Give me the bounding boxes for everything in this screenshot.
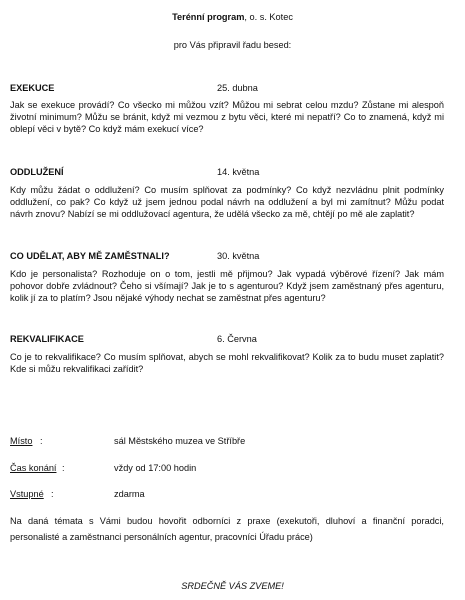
section-title-zamestnani: CO UDĚLAT, ABY MĚ ZAMĚSTNALI?	[10, 251, 170, 261]
program-heading	[0, 11, 465, 23]
section-text-rekvalifikace: Co je to rekvalifikace? Co musím splňovat, abych se mohl rekvalifikovat? Kolik za to budu muset zaplatit? Kde si můžu rekvalifikaci zařídit?	[10, 352, 444, 375]
section-date-rekvalifikace: 6. Června	[217, 334, 257, 344]
place-value: sál Městského muzea ve Stříbře	[114, 436, 246, 446]
section-title-rekvalifikace: REKVALIFIKACE	[10, 334, 84, 344]
section-text-oddluzeni: Kdy můžu žádat o oddlužení? Co musím splňovat za podmínky? Co když nezvládnu plnit podmínky oddlužení, co pak? Co když už jsem jednou podal návrh na oddlužení a byl mi zamítnut? Můžu podat návrh znovu? Nabízí se mi oddlužovací agentura, že udělá všecko za mě, chtějí po mě ale zaplatit?	[10, 185, 444, 220]
footer-invitation: SRDEČNĚ VÁS ZVEME!	[181, 581, 284, 591]
program-org: , o. s. Kotec	[244, 12, 293, 22]
section-title-oddluzeni: ODDLUŽENÍ	[10, 167, 64, 177]
time-colon: :	[62, 463, 65, 473]
time-label: Čas konání	[10, 463, 57, 473]
section-title-exekuce: EXEKUCE	[10, 83, 55, 93]
section-date-exekuce: 25. dubna	[217, 83, 258, 93]
program-name: Terénní program	[172, 12, 245, 22]
fee-label: Vstupné	[10, 489, 44, 499]
section-date-oddluzeni: 14. května	[217, 167, 260, 177]
place-colon: :	[40, 436, 43, 446]
fee-value: zdarma	[114, 489, 145, 499]
section-text-exekuce: Jak se exekuce provádí? Co všecko mi můžou vzít? Můžou mi sebrat celou mzdu? Zůstane mi alespoň životní minimum? Můžu se bránit, když mi vezmou z bytu věci, které mi nepatří? Co to znamená, když mi oblepí věci v bytě? Co když mám exekucí více?	[10, 100, 444, 135]
closing-text: Na daná témata s Vámi budou hovořit odborníci z praxe (exekutoři, dluhoví a finanční poradci, personalisté a zaměstnanci personálních agentur, pracovníci Úřadu práce)	[10, 516, 444, 543]
section-date-zamestnani: 30. května	[217, 251, 260, 261]
place-label: Místo	[10, 436, 33, 446]
program-subtitle: pro Vás připravil řadu besed:	[173, 40, 292, 50]
time-value: vždy od 17:00 hodin	[114, 463, 197, 473]
section-text-zamestnani: Kdo je personalista? Rozhoduje on o tom, jestli mě přijmou? Jak vypadá výběrové řízení? Jak mám pohovor dobře zvládnout? Čeho si všímají? Jak je to s agenturou? Když jsem zaměstnaný přes agenturu, kolik jí za to platím? Jsou nějaké výhody nechat se zaměstnat přes agenturu?	[10, 269, 444, 304]
fee-colon: :	[51, 489, 54, 499]
